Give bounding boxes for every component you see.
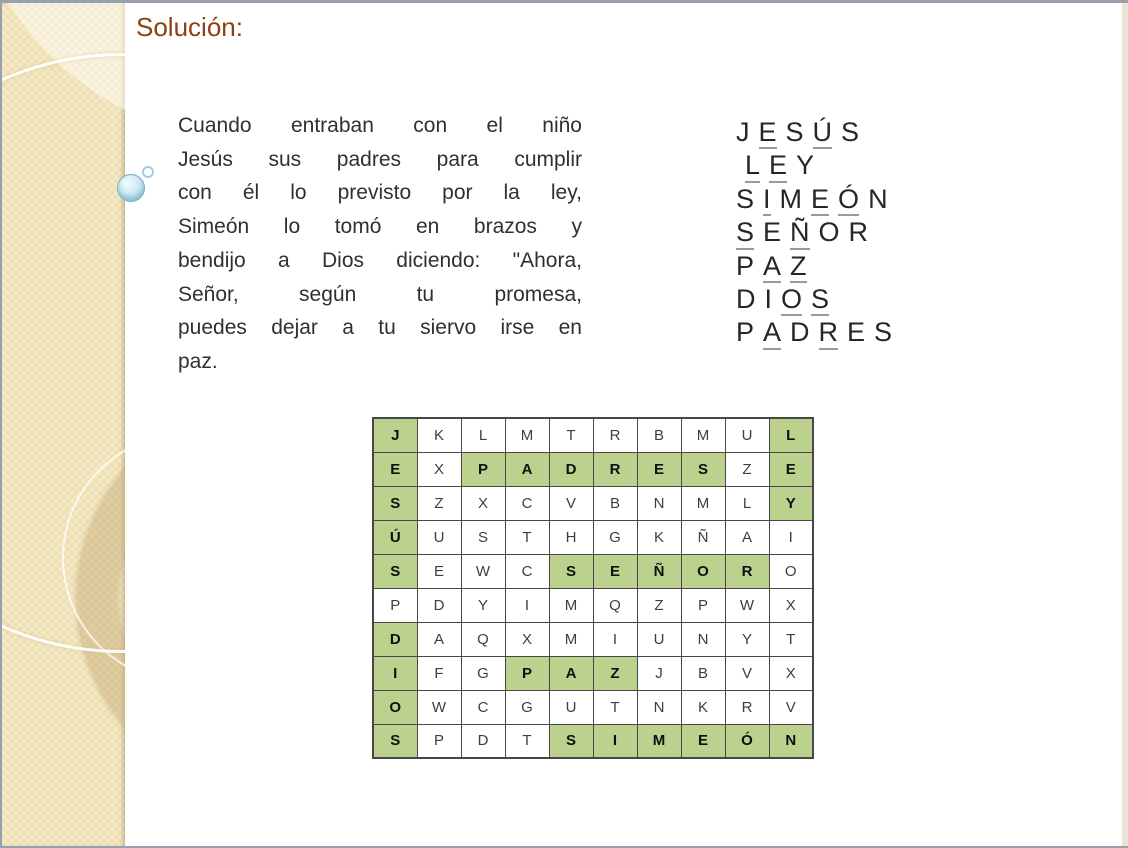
grid-cell: E: [637, 452, 681, 486]
word-letter: I: [764, 283, 773, 314]
grid-cell: S: [461, 520, 505, 554]
grid-cell: T: [593, 690, 637, 724]
grid-row: [373, 622, 813, 656]
grid-cell: V: [725, 656, 769, 690]
sidebar-white-ring-icon: [2, 53, 125, 653]
grid-cell: F: [417, 656, 461, 690]
word-list-item: [736, 283, 901, 316]
scripture-paragraph: [178, 109, 582, 379]
grid-cell: P: [505, 656, 549, 690]
grid-cell: Y: [461, 588, 505, 622]
word-letter: S: [811, 285, 829, 316]
slide-title: Solución:: [136, 12, 243, 42]
word-letter: A: [763, 252, 781, 283]
grid-cell: N: [681, 622, 725, 656]
grid-cell: K: [417, 418, 461, 452]
grid-cell: P: [681, 588, 725, 622]
grid-cell: X: [417, 452, 461, 486]
right-edge-strip: [1122, 3, 1128, 846]
grid-cell: N: [769, 724, 813, 758]
word-letter: I: [763, 185, 771, 216]
grid-cell: B: [593, 486, 637, 520]
word-letter: M: [779, 183, 803, 214]
grid-cell: Q: [593, 588, 637, 622]
grid-cell: D: [373, 622, 417, 656]
grid-cell: X: [769, 656, 813, 690]
grid-cell: Y: [725, 622, 769, 656]
grid-cell: Ñ: [681, 520, 725, 554]
grid-cell: Z: [417, 486, 461, 520]
grid-cell: L: [769, 418, 813, 452]
word-letter: E: [847, 317, 866, 348]
grid-cell: S: [549, 554, 593, 588]
word-search-grid: [372, 417, 814, 759]
grid-row: [373, 418, 813, 452]
word-list-item: [736, 216, 901, 249]
word-letter: Y: [796, 150, 815, 181]
grid-cell: N: [637, 690, 681, 724]
word-list: [736, 116, 901, 350]
grid-cell: R: [593, 452, 637, 486]
grid-row: [373, 486, 813, 520]
grid-cell: J: [637, 656, 681, 690]
grid-cell: I: [505, 588, 549, 622]
word-letter: E: [763, 217, 782, 248]
grid-cell: T: [549, 418, 593, 452]
grid-cell: B: [637, 418, 681, 452]
grid-row: [373, 452, 813, 486]
grid-cell: A: [725, 520, 769, 554]
word-letter: E: [759, 118, 777, 149]
grid-cell: O: [373, 690, 417, 724]
grid-cell: V: [769, 690, 813, 724]
grid-cell: P: [461, 452, 505, 486]
grid-cell: W: [725, 588, 769, 622]
grid-row: [373, 588, 813, 622]
grid-row: [373, 724, 813, 758]
grid-cell: S: [373, 724, 417, 758]
grid-cell: D: [461, 724, 505, 758]
grid-cell: I: [593, 622, 637, 656]
grid-cell: X: [769, 588, 813, 622]
grid-cell: A: [505, 452, 549, 486]
word-letter: Ú: [813, 118, 833, 149]
word-letter: L: [745, 151, 760, 182]
paragraph-line: Simeón lo tomó en brazos y: [178, 215, 582, 239]
grid-cell: A: [417, 622, 461, 656]
grid-cell: Ó: [725, 724, 769, 758]
grid-cell: U: [637, 622, 681, 656]
paragraph-line: bendijo a Dios diciendo: "Ahora,: [178, 248, 582, 272]
paragraph-line: Jesús sus padres para cumplir: [178, 147, 582, 171]
grid-cell: E: [373, 452, 417, 486]
grid-cell: R: [725, 690, 769, 724]
grid-row: [373, 690, 813, 724]
grid-cell: L: [461, 418, 505, 452]
grid-cell: C: [505, 486, 549, 520]
grid-cell: M: [549, 622, 593, 656]
grid-cell: M: [681, 486, 725, 520]
grid-cell: G: [461, 656, 505, 690]
word-letter: A: [763, 318, 781, 349]
grid-cell: J: [373, 418, 417, 452]
grid-cell: R: [725, 554, 769, 588]
grid-cell: U: [417, 520, 461, 554]
word-letter: R: [819, 318, 839, 349]
grid-cell: O: [681, 554, 725, 588]
grid-cell: W: [417, 690, 461, 724]
grid-cell: X: [461, 486, 505, 520]
word-letter: N: [868, 183, 888, 214]
grid-cell: P: [417, 724, 461, 758]
grid-cell: M: [681, 418, 725, 452]
grid-cell: W: [461, 554, 505, 588]
grid-cell: G: [593, 520, 637, 554]
grid-cell: S: [373, 486, 417, 520]
grid-cell: H: [549, 520, 593, 554]
sidebar-decoration: [2, 3, 125, 846]
grid-cell: Ú: [373, 520, 417, 554]
grid-cell: Z: [725, 452, 769, 486]
word-list-item: [736, 250, 901, 283]
paragraph-line: Cuando entraban con el niño: [178, 114, 582, 137]
grid-cell: M: [549, 588, 593, 622]
sphere-bullet-icon: [117, 174, 145, 202]
word-letter: J: [736, 117, 750, 147]
word-letter: D: [736, 283, 756, 314]
word-letter: D: [790, 317, 810, 348]
word-list-item: [736, 149, 901, 182]
word-letter: P: [736, 250, 755, 281]
grid-cell: R: [593, 418, 637, 452]
grid-cell: D: [549, 452, 593, 486]
grid-cell: G: [505, 690, 549, 724]
paragraph-line: puedes dejar a tu siervo irse en: [178, 316, 582, 340]
grid-cell: I: [373, 656, 417, 690]
paragraph-line: paz.: [178, 349, 218, 373]
word-letter: Ñ: [790, 218, 810, 249]
paragraph-line: con él lo previsto por la ley,: [178, 181, 582, 205]
grid-cell: Z: [593, 656, 637, 690]
grid-row: [373, 656, 813, 690]
word-letter: S: [736, 183, 755, 214]
small-circle-icon: [142, 166, 154, 178]
paragraph-line: Señor, según tu promesa,: [178, 282, 582, 306]
grid-cell: Z: [637, 588, 681, 622]
word-letter: Z: [790, 252, 807, 283]
word-letter: S: [874, 317, 893, 348]
grid-cell: U: [725, 418, 769, 452]
grid-row: [373, 554, 813, 588]
word-letter: R: [848, 217, 869, 248]
grid-cell: T: [769, 622, 813, 656]
word-letter: E: [811, 185, 829, 216]
grid-cell: A: [549, 656, 593, 690]
grid-cell: O: [769, 554, 813, 588]
word-letter: E: [769, 151, 787, 182]
grid-cell: Ñ: [637, 554, 681, 588]
grid-cell: S: [681, 452, 725, 486]
grid-cell: Q: [461, 622, 505, 656]
grid-cell: T: [505, 724, 549, 758]
grid-cell: K: [681, 690, 725, 724]
grid-cell: X: [505, 622, 549, 656]
word-letter: P: [736, 317, 755, 348]
grid-cell: D: [417, 588, 461, 622]
word-letter: Ó: [838, 185, 859, 216]
grid-cell: E: [681, 724, 725, 758]
grid-cell: M: [637, 724, 681, 758]
grid-cell: K: [637, 520, 681, 554]
word-letter: O: [818, 217, 840, 248]
grid-cell: L: [725, 486, 769, 520]
grid-cell: U: [549, 690, 593, 724]
grid-cell: S: [549, 724, 593, 758]
grid-row: [373, 520, 813, 554]
word-list-item: [736, 183, 901, 216]
grid-cell: P: [373, 588, 417, 622]
grid-cell: E: [593, 554, 637, 588]
grid-cell: B: [681, 656, 725, 690]
grid-cell: E: [769, 452, 813, 486]
grid-cell: C: [505, 554, 549, 588]
word-list-item: [736, 316, 901, 349]
grid-cell: V: [549, 486, 593, 520]
grid-cell: N: [637, 486, 681, 520]
grid-cell: I: [593, 724, 637, 758]
grid-cell: E: [417, 554, 461, 588]
word-letter: S: [736, 218, 754, 249]
grid-cell: S: [373, 554, 417, 588]
word-list-item: [736, 116, 901, 149]
word-letter: S: [785, 117, 804, 147]
grid-cell: I: [769, 520, 813, 554]
word-letter: O: [781, 285, 802, 316]
grid-cell: M: [505, 418, 549, 452]
grid-cell: T: [505, 520, 549, 554]
word-letter: S: [841, 117, 860, 147]
grid-cell: C: [461, 690, 505, 724]
grid-cell: Y: [769, 486, 813, 520]
